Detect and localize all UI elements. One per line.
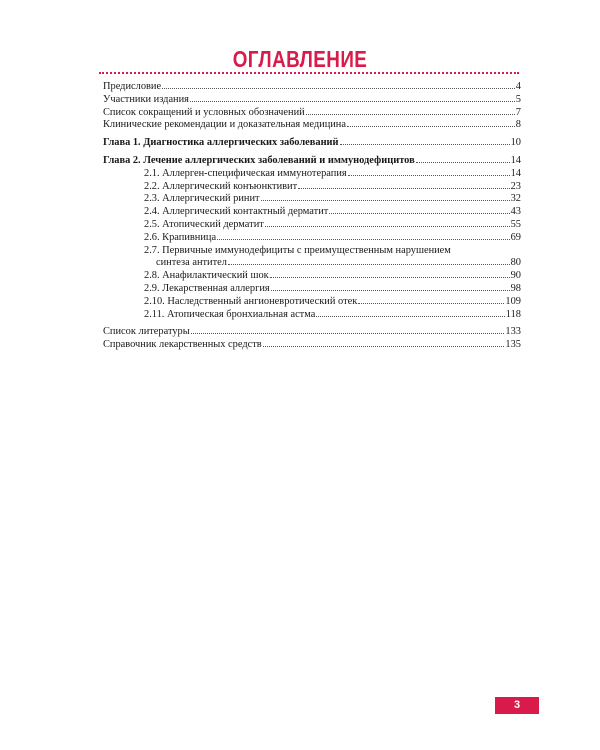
toc-leader-dots [162, 88, 515, 89]
toc-subsection-page: 32 [510, 193, 521, 205]
toc-leader-dots [270, 277, 510, 278]
toc-subsection-label: 2.9. Лекарственная аллергия [144, 282, 270, 294]
toc-entry[interactable] [103, 107, 521, 120]
toc-leader-dots [228, 264, 510, 265]
toc-entry[interactable] [103, 339, 521, 352]
toc-subsection[interactable] [103, 168, 521, 181]
toc-subsection-page: 80 [510, 257, 521, 269]
toc-entry-label: Участники издания [103, 93, 189, 105]
toc-leader-dots [348, 175, 510, 176]
toc-entry[interactable] [103, 81, 521, 94]
toc-entry[interactable] [103, 94, 521, 107]
toc-subsection-label: 2.4. Аллергический контактный дерматит [144, 206, 329, 218]
toc-subsection[interactable] [103, 193, 521, 206]
toc-subsection-page: 109 [505, 295, 521, 307]
toc-subsection[interactable] [103, 283, 521, 296]
toc-subsection-label: 2.11. Атопическая бронхиальная астма [144, 308, 316, 320]
toc-chapter-label: Глава 2. Лечение аллергических заболеваний и иммунодефицитов [103, 154, 415, 166]
toc-chapter-2[interactable] [103, 155, 521, 168]
toc-subsection-page: 90 [510, 270, 521, 282]
toc-leader-dots [265, 226, 510, 227]
toc-subsection-label: 2.1. Аллерген-специфическая иммунотерапия [144, 167, 347, 179]
toc-subsection-label: 2.7. Первичные иммунодефициты с преимущественным нарушением [144, 244, 451, 256]
toc-leader-dots [329, 213, 509, 214]
toc-subsection-2-7-continued[interactable] [103, 257, 521, 270]
toc-leader-dots [190, 101, 515, 102]
toc-entry-label: Справочник лекарственных средств [103, 339, 262, 351]
toc-subsection-label: 2.8. Анафилактический шок [144, 270, 269, 282]
toc-chapter-page: 10 [510, 137, 521, 149]
toc-chapter-page: 14 [510, 154, 521, 166]
toc-leader-dots [298, 188, 509, 189]
toc-leader-dots [358, 303, 504, 304]
toc-entry[interactable] [103, 326, 521, 339]
toc-entry-page: 8 [515, 119, 521, 131]
toc-subsection[interactable] [103, 309, 521, 322]
toc-entry-label: Предисловие [103, 81, 162, 92]
toc-leader-dots [416, 162, 510, 163]
toc-leader-dots [316, 316, 504, 317]
page-title: ОГЛАВЛЕНИЕ [232, 46, 368, 72]
title-dotted-rule [99, 72, 519, 74]
toc-entry-label: Список литературы [103, 326, 190, 338]
toc-leader-dots [306, 114, 515, 115]
toc-entry-page: 5 [515, 93, 521, 105]
toc-subsection-page: 43 [510, 206, 521, 218]
toc-subsection-label: 2.10. Наследственный ангионевротический отек [144, 295, 358, 307]
toc-chapter-label: Глава 1. Диагностика аллергических заболеваний [103, 137, 339, 149]
toc-subsection-label-continued: синтеза антител [156, 257, 227, 269]
toc-entry-page: 135 [505, 339, 521, 351]
toc-subsection[interactable] [103, 181, 521, 194]
toc-subsection-2-7[interactable] [103, 245, 521, 258]
toc-subsection-page: 14 [510, 167, 521, 179]
toc-subsection-page: 118 [505, 308, 521, 320]
toc-subsection[interactable] [103, 270, 521, 283]
toc-subsection-label: 2.6. Крапивница [144, 231, 217, 243]
toc-subsection-label: 2.2. Аллергический конъюнктивит [144, 180, 298, 192]
toc-leader-dots [340, 144, 510, 145]
toc-subsection-page: 55 [510, 218, 521, 230]
toc-subsection[interactable] [103, 219, 521, 232]
toc-entry-label: Список сокращений и условных обозначений [103, 106, 305, 118]
toc-subsection-label: 2.5. Атопический дерматит [144, 218, 264, 230]
toc-subsection-page: 98 [510, 282, 521, 294]
toc-leader-dots [263, 346, 505, 347]
toc-leader-dots [191, 333, 505, 334]
toc-entry-page: 133 [505, 326, 521, 338]
toc-subsection-page: 23 [510, 180, 521, 192]
toc-subsection-page: 69 [510, 231, 521, 243]
page-number-badge: 3 [495, 697, 539, 714]
toc-entry[interactable] [103, 119, 521, 132]
toc-entry-label: Клинические рекомендации и доказательная медицина [103, 119, 346, 131]
toc-leader-dots [271, 290, 510, 291]
toc-subsection[interactable] [103, 296, 521, 309]
toc-leader-dots [347, 126, 515, 127]
toc-chapter-1[interactable] [103, 137, 521, 150]
toc-leader-dots [261, 200, 510, 201]
toc-entry-page: 7 [515, 106, 521, 118]
toc-subsection-label: 2.3. Аллергический ринит [144, 193, 260, 205]
table-of-contents [103, 81, 521, 352]
toc-subsection[interactable] [103, 206, 521, 219]
toc-subsection[interactable] [103, 232, 521, 245]
toc-entry-page: 4 [515, 81, 521, 92]
toc-leader-dots [217, 239, 510, 240]
